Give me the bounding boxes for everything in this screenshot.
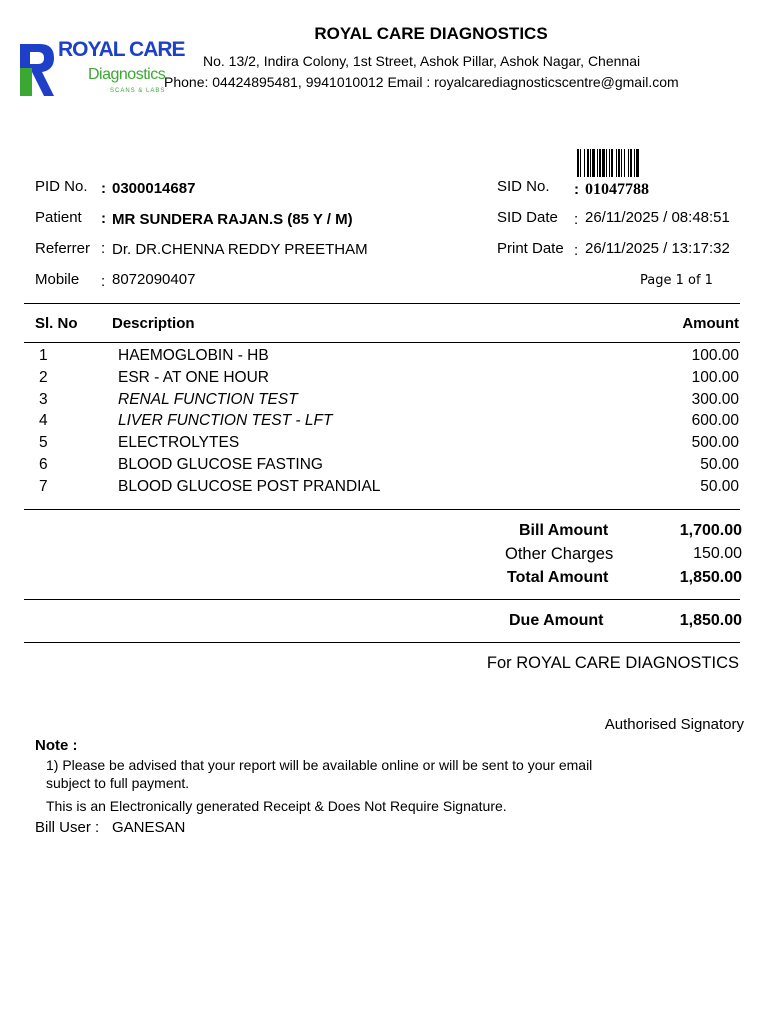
pid-label: PID No. [35, 178, 88, 195]
table-row [0, 434, 768, 456]
company-address: No. 13/2, Indira Colony, 1st Street, Ashok Pillar, Ashok Nagar, Chennai [203, 53, 641, 69]
sid-date-label: SID Date [497, 209, 558, 226]
pid-value: 0300014687 [112, 180, 196, 197]
bill-user-label: Bill User : [35, 819, 100, 836]
page-number: Page 1 of 1 [640, 273, 713, 288]
row-amount: 300.00 [691, 390, 739, 408]
bill-user-value: GANESAN [112, 819, 186, 836]
col-header-amount: Amount [682, 315, 739, 332]
bill-amount-label: Bill Amount [519, 522, 609, 539]
total-amount-value: 1,850.00 [679, 569, 742, 586]
divider-header [24, 342, 740, 343]
company-title: ROYAL CARE DIAGNOSTICS [314, 24, 548, 43]
divider-top [24, 303, 740, 304]
company-logo [18, 36, 185, 114]
col-header-description: Description [112, 315, 195, 332]
row-amount: 50.00 [700, 456, 739, 473]
mobile-colon: : [101, 273, 106, 290]
row-slno: 7 [39, 477, 48, 495]
row-slno: 5 [39, 434, 48, 452]
logo-r-icon [18, 38, 58, 102]
row-amount: 500.00 [691, 434, 739, 452]
sid-date-value: 26/11/2025 / 08:48:51 [585, 209, 730, 226]
other-charges-value: 150.00 [693, 545, 742, 562]
table-row [0, 456, 768, 478]
other-charges-label: Other Charges [505, 545, 614, 563]
patient-value: MR SUNDERA RAJAN.S (85 Y / M) [112, 211, 353, 228]
divider-items [24, 509, 740, 510]
row-slno: 1 [39, 347, 48, 364]
logo-text-scans: SCANS & LABS [110, 88, 166, 94]
pid-colon: : [101, 180, 106, 197]
row-slno: 3 [39, 390, 48, 408]
total-amount-label: Total Amount [507, 569, 609, 586]
referrer-value: Dr. DR.CHENNA REDDY PREETHAM [112, 241, 368, 258]
row-description: ELECTROLYTES [118, 434, 240, 452]
row-description: HAEMOGLOBIN - HB [118, 347, 269, 364]
table-row [0, 391, 768, 413]
due-amount-value: 1,850.00 [679, 612, 742, 629]
mobile-label: Mobile [35, 271, 80, 288]
referrer-label: Referrer [35, 240, 91, 257]
row-amount: 600.00 [691, 412, 739, 430]
barcode-icon [577, 149, 687, 177]
table-row [0, 478, 768, 500]
row-amount: 100.00 [691, 347, 739, 364]
patient-label: Patient [35, 209, 82, 226]
table-row [0, 369, 768, 391]
sid-label: SID No. [497, 178, 550, 195]
row-slno: 4 [39, 412, 48, 430]
patient-colon: : [101, 210, 106, 227]
print-date-colon: : [574, 242, 579, 259]
company-contact: Phone: 04424895481, 9941010012 Email : royalcarediagnosticscentre@gmail.com [164, 74, 679, 90]
col-header-slno: Sl. No [35, 315, 78, 332]
sid-value: 01047788 [585, 181, 649, 198]
logo-text-royalcare: ROYAL CARE [58, 38, 185, 61]
note-line-1: 1) Please be advised that your report will be available online or will be sent to your email [46, 757, 593, 773]
note-title: Note : [35, 737, 78, 754]
sid-colon: : [574, 181, 579, 198]
row-slno: 2 [39, 368, 48, 386]
print-date-value: 26/11/2025 / 13:17:32 [585, 240, 730, 257]
referrer-colon: : [101, 240, 106, 257]
divider-due [24, 642, 740, 643]
row-description: ESR - AT ONE HOUR [118, 368, 270, 386]
bill-amount-value: 1,700.00 [679, 522, 742, 539]
authorised-signatory: Authorised Signatory [604, 716, 744, 733]
sid-date-colon: : [574, 211, 579, 228]
print-date-label: Print Date [497, 240, 564, 257]
row-description: LIVER FUNCTION TEST - LFT [118, 412, 333, 430]
electronic-receipt-note: This is an Electronically generated Receipt & Does Not Require Signature. [46, 798, 507, 814]
table-row [0, 412, 768, 434]
note-line-2: subject to full payment. [46, 775, 190, 791]
divider-totals [24, 599, 740, 600]
table-row [0, 347, 768, 369]
row-amount: 50.00 [700, 477, 739, 495]
due-amount-label: Due Amount [509, 612, 604, 629]
row-description: BLOOD GLUCOSE POST PRANDIAL [118, 477, 381, 495]
for-company: For ROYAL CARE DIAGNOSTICS [486, 654, 739, 672]
mobile-value: 8072090407 [112, 271, 196, 288]
row-description: BLOOD GLUCOSE FASTING [118, 456, 323, 473]
row-amount: 100.00 [691, 368, 739, 386]
row-slno: 6 [39, 456, 48, 473]
row-description: RENAL FUNCTION TEST [118, 390, 298, 408]
logo-text-diagnostics: Diagnostics [88, 66, 166, 83]
